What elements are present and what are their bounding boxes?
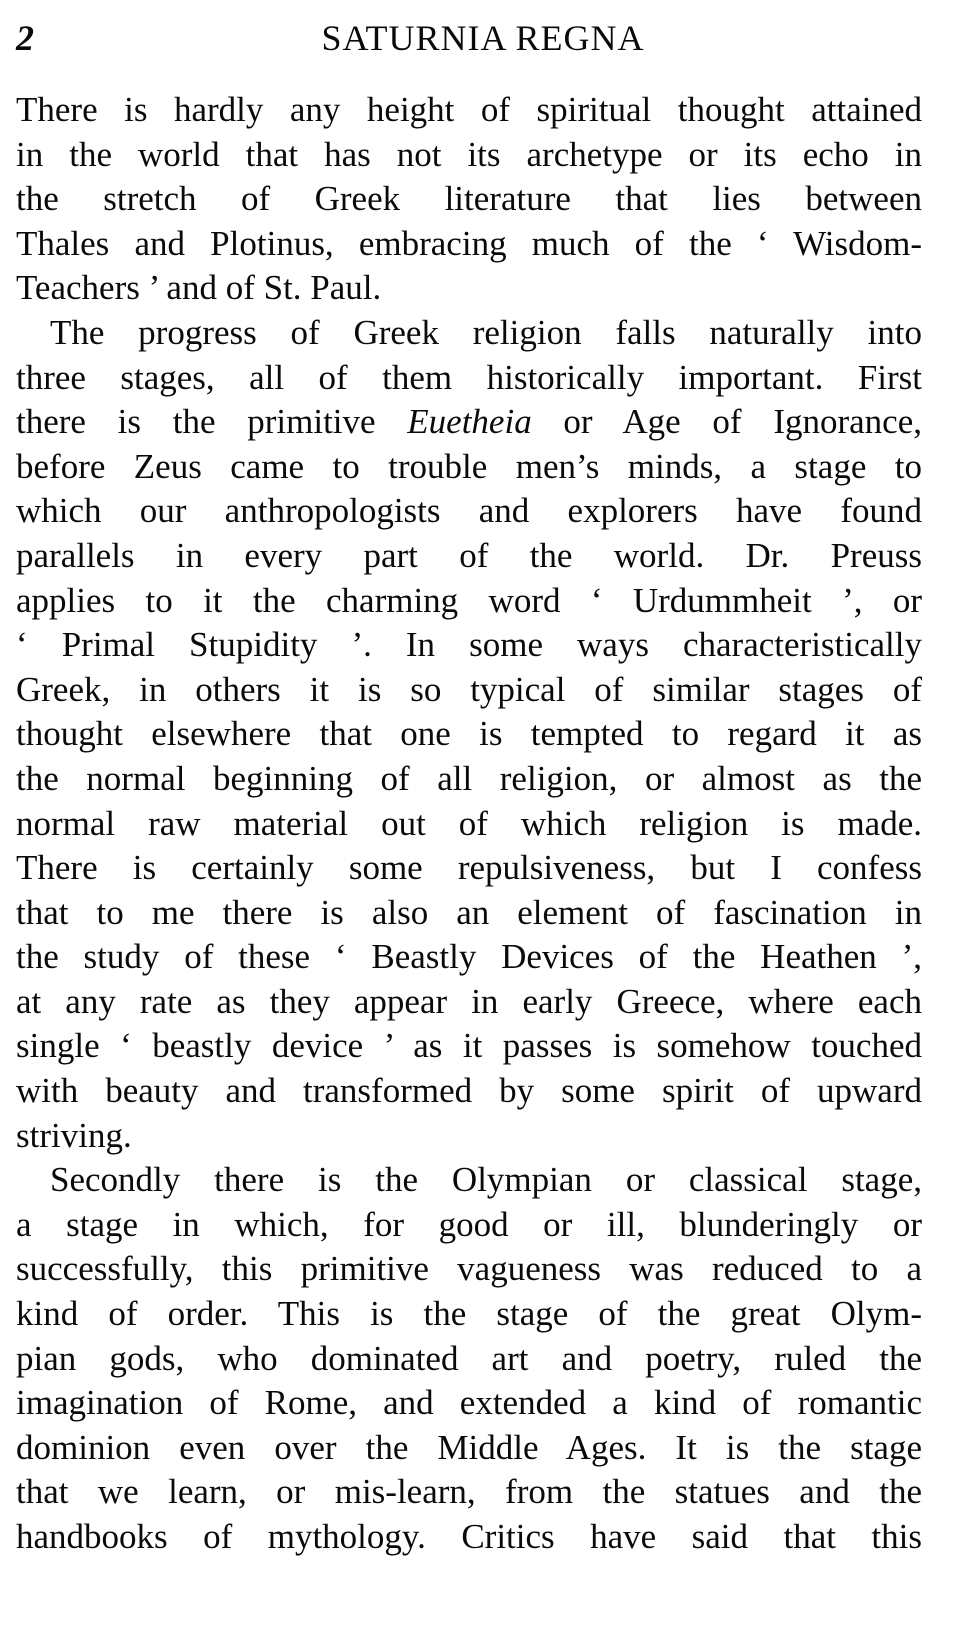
text-line: kind of order. This is the stage of the great Olym- [16, 1294, 922, 1334]
text-line: with beauty and transformed by some spirit of upward [16, 1071, 922, 1111]
page-header [16, 12, 950, 62]
text-line-with-italic: there is the primitive Euetheia or Age of Ignorance, [16, 402, 922, 442]
text-line: ‘ Primal Stupidity ’. In some ways characteristically [16, 625, 922, 665]
text-line: Thales and Plotinus, embracing much of the ‘ Wisdom- [16, 223, 922, 263]
text-line: thought elsewhere that one is tempted to regard it as [16, 714, 922, 754]
text-line: applies to it the charming word ‘ Urdummheit ’, or [16, 580, 922, 620]
text-line: Greek, in others it is so typical of similar stages of [16, 669, 922, 709]
text-line: the stretch of Greek literature that lies between [16, 179, 922, 219]
text-line: imagination of Rome, and extended a kind of romantic [16, 1383, 922, 1423]
text-line: a stage in which, for good or ill, blunderingly or [16, 1204, 922, 1244]
page-number: 2 [16, 18, 34, 58]
text-line: dominion even over the Middle Ages. It is the stage [16, 1427, 922, 1467]
text-line: handbooks of mythology. Critics have said that this [16, 1517, 922, 1556]
text-line: in the world that has not its archetype or its echo in [16, 134, 922, 174]
text-line: The progress of Greek religion falls naturally into [50, 312, 922, 352]
text-line: three stages, all of them historically important. First [16, 357, 922, 397]
text-line: successfully, this primitive vagueness was reduced to a [16, 1249, 922, 1289]
text-line: Teachers ’ and of St. Paul. [16, 268, 382, 308]
text-line: There is hardly any height of spiritual thought attained [16, 90, 922, 129]
text-line: which our anthropologists and explorers have found [16, 491, 922, 531]
text-line: before Zeus came to trouble men’s minds, a stage to [16, 446, 922, 486]
text-line: the study of these ‘ Beastly Devices of the Heathen ’, [16, 937, 922, 977]
text-line: the normal beginning of all religion, or almost as the [16, 758, 922, 798]
italic-term: Euetheia [407, 402, 532, 442]
text-line: pian gods, who dominated art and poetry, ruled the [16, 1338, 922, 1378]
text-line: parallels in every part of the world. Dr. Preuss [16, 535, 922, 575]
text-line: single ‘ beastly device ’ as it passes is somehow touched [16, 1026, 922, 1066]
text-line: striving. [16, 1115, 132, 1155]
text-line: that we learn, or mis-learn, from the statues and the [16, 1472, 922, 1512]
text-line: normal raw material out of which religion is made. [16, 803, 922, 843]
body-text [16, 88, 922, 1560]
running-head: SATURNIA REGNA [321, 18, 645, 58]
text-line: There is certainly some repulsiveness, but I confess [16, 848, 922, 888]
text-line: Secondly there is the Olympian or classical stage, [50, 1160, 922, 1200]
text-line: that to me there is also an element of fascination in [16, 892, 922, 932]
text-line: at any rate as they appear in early Greece, where each [16, 981, 922, 1021]
